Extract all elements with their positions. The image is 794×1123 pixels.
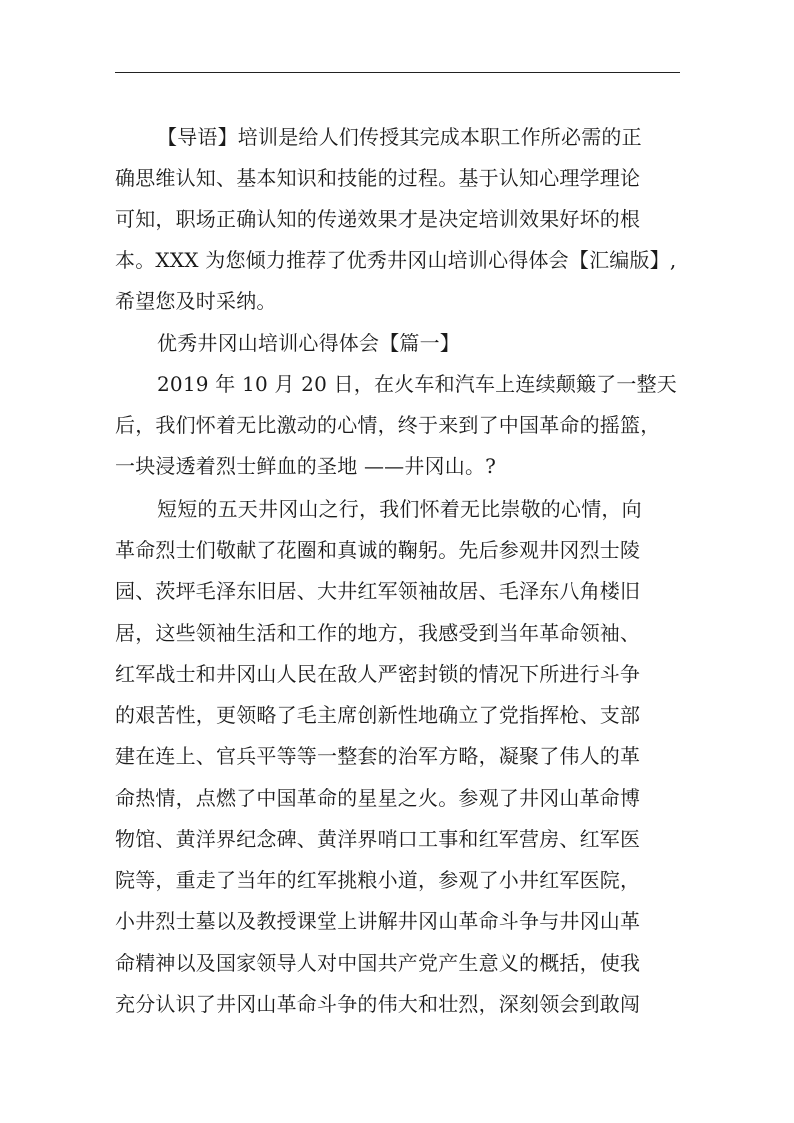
paragraph-line: 小井烈士墓以及教授课堂上讲解井冈山革命斗争与井冈山革: [115, 909, 641, 933]
intro-line: 希望您及时采纳。: [115, 289, 277, 313]
paragraph-line: 居，这些领袖生活和工作的地方，我感受到当年革命领袖、: [115, 621, 641, 645]
paragraph-line: 命精神以及国家领导人对中国共产党产生意义的概括，使我: [115, 951, 641, 975]
intro-line: 本。XXX 为您倾力推荐了优秀井冈山培训心得体会【汇编版】,: [115, 248, 677, 272]
paragraph-line: 物馆、黄洋界纪念碑、黄洋界哨口工事和红军营房、红军医: [115, 827, 641, 851]
paragraph-line: 短短的五天井冈山之行，我们怀着无比崇敬的心情，向: [157, 497, 642, 521]
paragraph-line: 命热情，点燃了中国革命的星星之火。参观了井冈山革命博: [115, 786, 641, 810]
intro-line: 可知，职场正确认知的传递效果才是决定培训效果好坏的根: [115, 207, 641, 231]
section-title: 优秀井冈山培训心得体会【篇一】: [157, 331, 460, 355]
paragraph-line: 院等，重走了当年的红军挑粮小道，参观了小井红军医院，: [115, 868, 641, 892]
paragraph-line: 红军战士和井冈山人民在敌人严密封锁的情况下所进行斗争: [115, 662, 641, 686]
paragraph-line: 后，我们怀着无比激动的心情，终于来到了中国革命的摇篮，: [115, 413, 661, 437]
paragraph-line: 革命烈士们敬献了花圈和真诚的鞠躬。先后参观井冈烈士陵: [115, 538, 641, 562]
paragraph-line: 的艰苦性，更领略了毛主席创新性地确立了党指挥枪、支部: [115, 703, 641, 727]
intro-line: 【导语】培训是给人们传授其完成本职工作所必需的正: [157, 125, 642, 149]
paragraph-line: 一块浸透着烈士鲜血的圣地 ——井冈山。?: [115, 454, 497, 478]
header-rule: [115, 72, 680, 73]
paragraph-line: 建在连上、官兵平等等一整套的治军方略，凝聚了伟人的革: [115, 744, 641, 768]
paragraph-line: 充分认识了井冈山革命斗争的伟大和壮烈，深刻领会到敢闯: [115, 992, 641, 1016]
paragraph-line: 2019 年 10 月 20 日，在火车和汽车上连续颠簸了一整天: [157, 372, 677, 396]
paragraph-line: 园、茨坪毛泽东旧居、大井红军领袖故居、毛泽东八角楼旧: [115, 579, 641, 603]
intro-line: 确思维认知、基本知识和技能的过程。基于认知心理学理论: [115, 166, 641, 190]
